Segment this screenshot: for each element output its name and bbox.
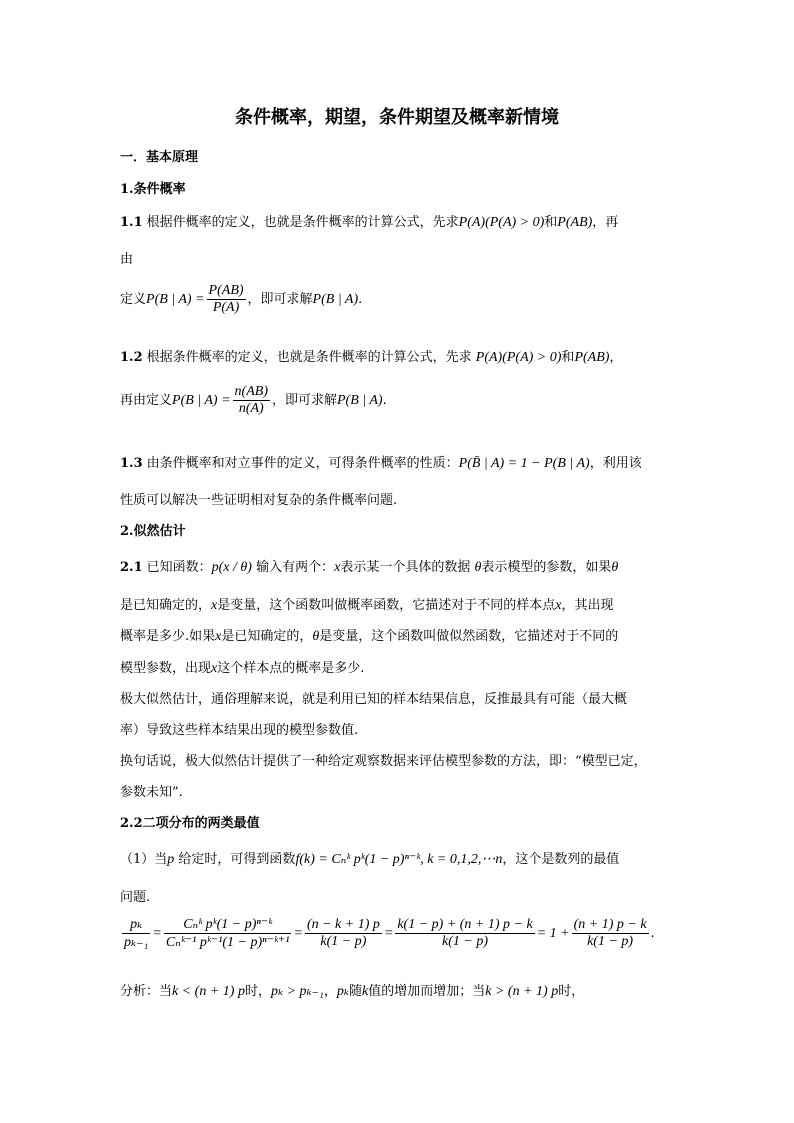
text: ， [609, 350, 623, 365]
fraction-denominator: k(1 − p) [587, 934, 634, 949]
ratio-equation [120, 916, 655, 951]
text: 概率是多少.如果 [120, 629, 216, 644]
equals-sign: = [383, 926, 394, 941]
paragraph-1-1 [120, 211, 618, 231]
analysis-line [120, 980, 584, 1000]
paragraph-1-2 [120, 346, 622, 366]
math-variable: k [362, 984, 369, 999]
paragraph-mle-line-1: 极大似然估计，通俗理解来说，就是利用已知的样本结果信息，反推最具有可能（最大概 [120, 692, 628, 707]
math-expression: P(B | A) = [146, 292, 205, 307]
math-variable: θ [312, 629, 320, 644]
paragraph-1-3 [120, 452, 642, 472]
math-variable: x [555, 598, 562, 613]
math-expression: P(B̄ | A) = 1 − P(B | A) [458, 456, 590, 471]
math-expression: P(AB) [574, 350, 610, 365]
paragraph-2-1-line-4 [120, 657, 364, 677]
paragraph-number: 2.1 [120, 560, 143, 575]
text: 是变量，这个函数叫做似然函数，它描述对于不同的 [319, 629, 619, 644]
text: ，即可求解 [247, 292, 313, 307]
subsection-heading-likelihood: 2.似然估计 [120, 524, 186, 539]
formula-line-1-1 [120, 283, 362, 316]
paragraph-1-1-continued: 由 [120, 252, 134, 267]
math-expression: k > (n + 1) p [485, 984, 559, 999]
paragraph-2-2-1-continued: 问题. [120, 890, 151, 905]
paragraph-alt-line-2: 参数未知”. [120, 785, 183, 800]
fraction-denominator: k(1 − p) [442, 934, 489, 949]
paragraph-2-2-1 [120, 848, 619, 868]
text: 给定时，可得到函数 [178, 852, 296, 867]
text: 时， [558, 984, 585, 999]
paragraph-2-1-line-3 [120, 625, 618, 645]
math-variable: x [334, 560, 341, 575]
paragraph-alt-line-1: 换句话说，极大似然估计提供了一种给定观察数据来评估模型参数的方法，即：“模型已定， [120, 754, 647, 769]
text: 分析：当 [120, 984, 173, 999]
math-variable: x [211, 598, 218, 613]
section-heading-basic-principles: 一．基本原理 [120, 150, 199, 165]
text: 表示某一个具体的数据 [340, 560, 471, 575]
fraction [305, 917, 382, 950]
text: ，其出现 [561, 598, 614, 613]
fraction-denominator: pₖ₋₁ [124, 935, 149, 950]
fraction [164, 916, 292, 951]
paragraph-1-3-continued: 性质可以解决一些证明相对复杂的条件概率问题. [120, 493, 398, 508]
fraction-denominator: P(A) [212, 300, 240, 315]
math-expression: f(k) = Cₙᵏ pᵏ(1 − p)ⁿ⁻ᵏ, k = 0,1,2,⋯n [295, 852, 503, 867]
math-expression: p(x / θ) [211, 560, 252, 575]
fraction-denominator: n(A) [238, 401, 264, 416]
fraction [233, 384, 270, 417]
text: 表示模型的参数，如果 [481, 560, 612, 575]
math-variable: x [215, 629, 222, 644]
fraction [572, 917, 649, 950]
text: 和 [544, 215, 558, 230]
fraction-numerator: n(AB) [234, 384, 268, 399]
text: ，即可求解 [271, 393, 337, 408]
math-expression: P(B | A) [312, 292, 359, 307]
text: （1）当 [120, 852, 168, 867]
subsection-heading-conditional-probability: 1.条件概率 [120, 182, 186, 197]
text: 值的增加而增加；当 [368, 984, 486, 999]
fraction-numerator: (n + 1) p − k [573, 917, 647, 932]
fraction-numerator: (n − k + 1) p [306, 917, 380, 932]
paragraph-2-1-line-2 [120, 594, 613, 614]
equals-sign: = [152, 926, 162, 941]
text: . [358, 292, 363, 307]
math-variable: θ [474, 560, 482, 575]
math-expression: P(AB) [557, 215, 593, 230]
document-title: 条件概率，期望，条件期望及概率新情境 [235, 107, 559, 128]
fraction-numerator: pₖ [122, 916, 150, 934]
equals-sign: = [293, 926, 303, 941]
fraction-denominator: k(1 − p) [320, 934, 367, 949]
math-expression: P(B | A) [337, 393, 383, 408]
text: 这个样本点的概率是多少. [217, 661, 365, 676]
fraction-numerator: P(AB) [208, 283, 244, 298]
paragraph-number: 1.1 [120, 215, 143, 230]
text: 是已知确定的， [221, 629, 313, 644]
math-expression: pₖ > pₖ₋₁ [270, 984, 324, 999]
text: 时， [244, 984, 271, 999]
paragraph-number: 1.3 [120, 456, 143, 471]
text: 和 [561, 350, 575, 365]
math-expression: P(A)(P(A) > 0) [458, 215, 545, 230]
text: 随 [349, 984, 363, 999]
fraction [395, 917, 534, 950]
formula-line-1-2 [120, 384, 387, 417]
text: 再由定义 [120, 393, 173, 408]
math-expression: k < (n + 1) p [172, 984, 245, 999]
math-expression: = 1 + [536, 926, 570, 941]
math-expression: P(B | A) = [172, 393, 231, 408]
text: 定义 [120, 292, 147, 307]
text: . [382, 393, 387, 408]
fraction [122, 916, 150, 951]
paragraph-2-1 [120, 556, 618, 576]
paragraph-number: 1.2 [120, 350, 143, 365]
text: ，这个是数列的最值 [502, 852, 620, 867]
fraction [207, 283, 246, 316]
text: 是已知确定的， [120, 598, 212, 613]
fraction-denominator: Cₙᵏ⁻¹ pᵏ⁻¹(1 − p)ⁿ⁻ᵏ⁺¹ [165, 935, 290, 950]
paragraph-mle-line-2: 率）导致这些样本结果出现的模型参数值. [120, 723, 359, 738]
fraction-numerator: k(1 − p) + (n + 1) p − k [397, 917, 533, 932]
text: ，再 [592, 215, 619, 230]
text: . [650, 926, 655, 941]
math-variable: p [167, 852, 175, 867]
text: 根据件概率的定义，也就是条件概率的计算公式，先求 [146, 215, 459, 230]
text: 输入有两个： [256, 560, 335, 575]
text: 由条件概率和对立事件的定义，可得条件概率的性质： [146, 456, 459, 471]
text: 已知函数： [146, 560, 212, 575]
math-variable: pₖ [336, 984, 350, 999]
text: ，利用该 [589, 456, 642, 471]
text: 根据条件概率的定义，也就是条件概率的计算公式，先求 [146, 350, 472, 365]
text: 模型参数，出现 [120, 661, 212, 676]
math-variable: θ [611, 560, 619, 575]
math-variable: x [211, 661, 218, 676]
math-expression: P(A)(P(A) > 0) [475, 350, 562, 365]
subsection-heading-binomial: 2.2二项分布的两类最值 [120, 816, 260, 831]
text: ， [323, 984, 337, 999]
text: 是变量，这个函数叫做概率函数，它描述对于不同的样本点 [217, 598, 556, 613]
fraction-numerator: Cₙᵏ pᵏ(1 − p)ⁿ⁻ᵏ [164, 916, 292, 934]
